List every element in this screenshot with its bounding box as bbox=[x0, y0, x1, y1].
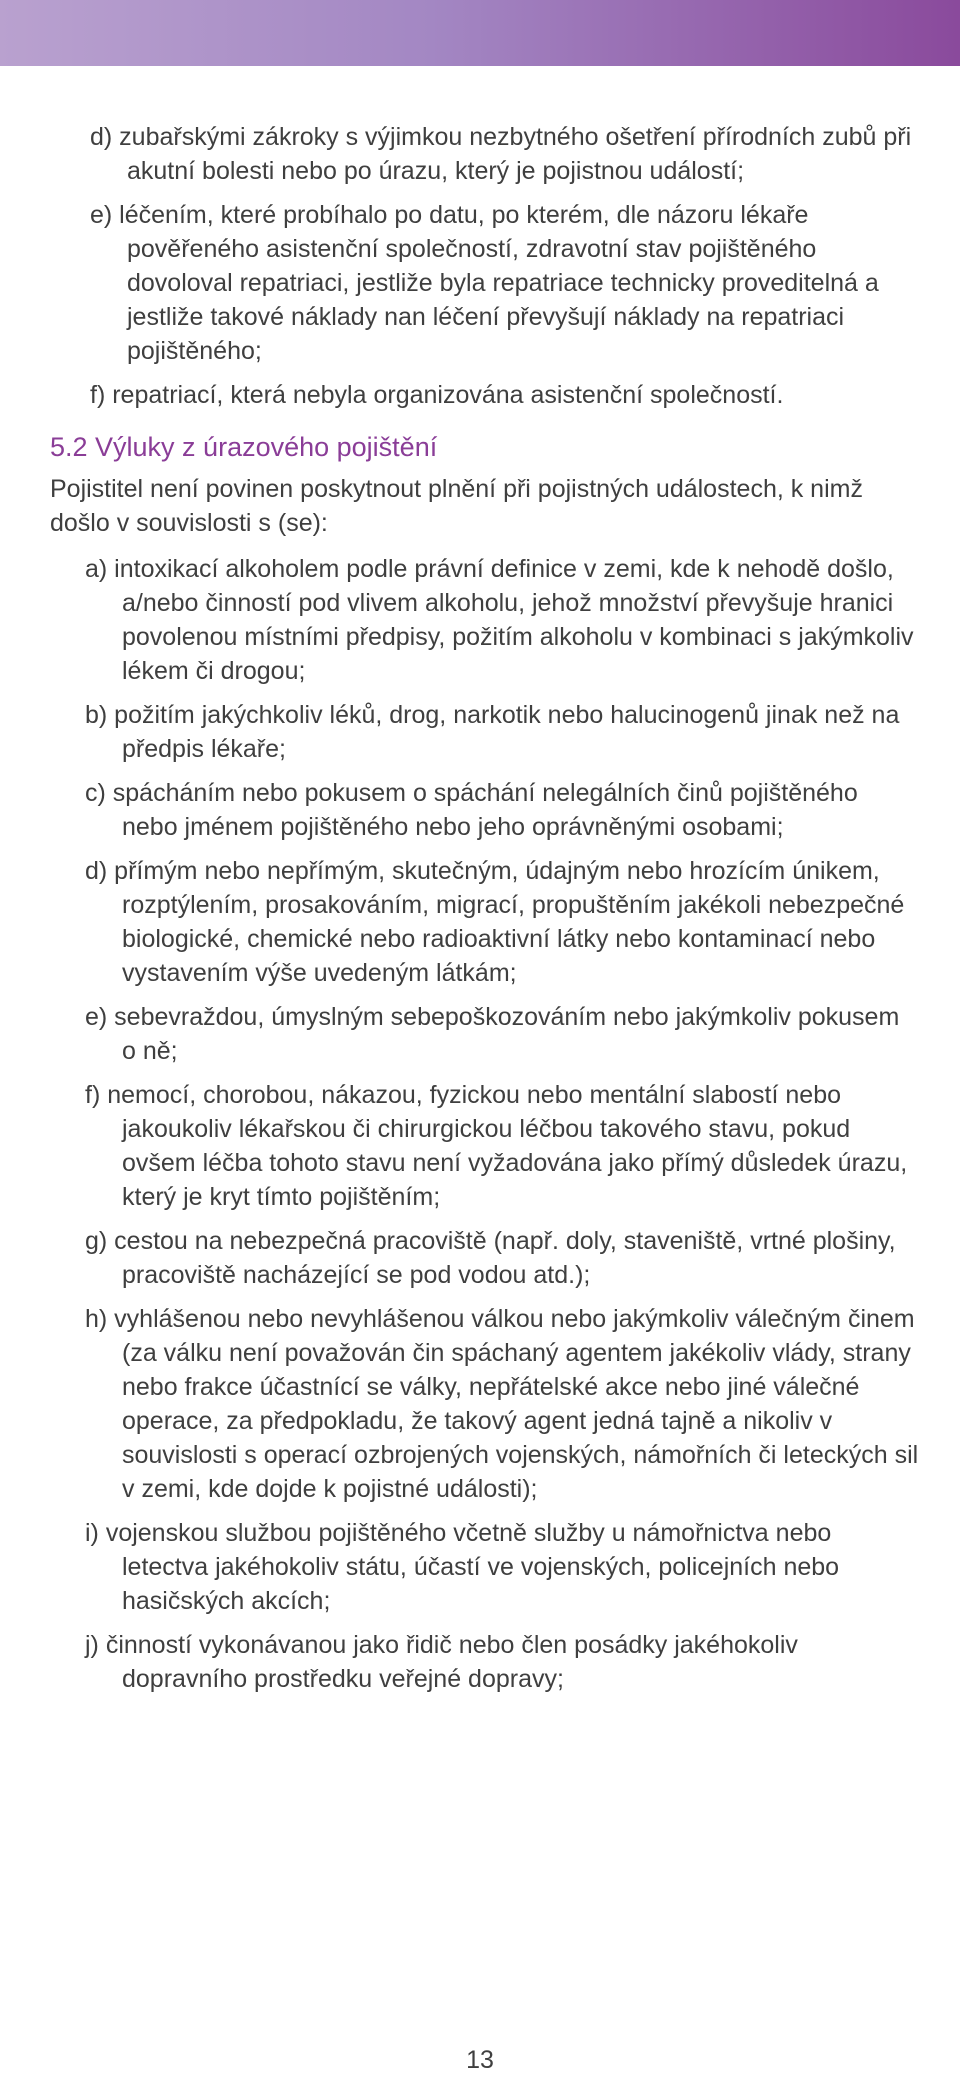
list-item: e) sebevraždou, úmyslným sebepoškozováním nebo jakýmkoliv pokusem o ně; bbox=[85, 1003, 900, 1065]
list-item: e) léčením, které probíhalo po datu, po kterém, dle názoru lékaře pověřeného asistenční společností, zdravotní stav pojištěného dovoloval repatriaci, jestliže byla repatriace technicky proveditelná a jestliže takové náklady nan léčení převyšují náklady na repatriaci pojištěného; bbox=[90, 201, 879, 365]
list-item: f) repatriací, která nebyla organizována asistenční společností. bbox=[90, 381, 784, 409]
list-item: d) zubařskými zákroky s výjimkou nezbytného ošetření přírodních zubů při akutní bolesti nebo po úrazu, který je pojistnou událostí; bbox=[90, 123, 912, 185]
list-item: j) činností vykonávanou jako řidič nebo člen posádky jakéhokoliv dopravního prostředku veřejné dopravy; bbox=[85, 1631, 798, 1693]
list-item: d) přímým nebo nepřímým, skutečným, údajným nebo hrozícím únikem, rozptýlením, prosakováním, migrací, propuštěním jakékoli nebezpečné biologické, chemické nebo radioaktivní látky nebo kontaminací nebo vystavením výše uvedeným látkám; bbox=[85, 857, 905, 987]
list-item: g) cestou na nebezpečná pracoviště (např. doly, staveniště, vrtné plošiny, pracoviště nacházející se pod vodou atd.); bbox=[85, 1227, 896, 1289]
list-item: f) nemocí, chorobou, nákazou, fyzickou nebo mentální slabostí nebo jakoukoliv lékařskou či chirurgickou léčbou takového stavu, pokud ovšem léčba tohoto stavu není vyžadována jako přímý důsledek úrazu, který je kryt tímto pojištěním; bbox=[85, 1081, 908, 1211]
exclusion-list-continued bbox=[50, 120, 920, 412]
section-heading: 5.2 Výluky z úrazového pojištění bbox=[50, 432, 438, 462]
accident-exclusion-list bbox=[50, 552, 920, 1696]
list-item: h) vyhlášenou nebo nevyhlášenou válkou nebo jakýmkoliv válečným činem (za válku není považován čin spáchaný agentem jakékoliv vlády, strany nebo frakce účastnící se války, nepřátelské akce nebo jiné válečné operace, za předpokladu, že takový agent jedná tajně a nikoliv v souvislosti s operací ozbrojených vojenských, námořních či leteckých sil v zemi, kde dojde k pojistné události); bbox=[85, 1305, 919, 1503]
list-item: c) spácháním nebo pokusem o spáchání nelegálních činů pojištěného nebo jménem pojištěného nebo jeho oprávněnými osobami; bbox=[85, 779, 858, 841]
list-item: i) vojenskou službou pojištěného včetně služby u námořnictva nebo letectva jakéhokoliv státu, účastí ve vojenských, policejních nebo hasičských akcích; bbox=[85, 1519, 840, 1615]
header-color-band bbox=[0, 0, 960, 66]
section-intro: Pojistitel není povinen poskytnout plnění při pojistných událostech, k nimž došlo v souvislosti s (se): bbox=[50, 475, 863, 537]
list-item: b) požitím jakýchkoliv léků, drog, narkotik nebo halucinogenů jinak než na předpis lékaře; bbox=[85, 701, 900, 763]
list-item: a) intoxikací alkoholem podle právní definice v zemi, kde k nehodě došlo, a/nebo činností pod vlivem alkoholu, jehož množství převyšuje hranici povolenou místními předpisy, požitím alkoholu v kombinaci s jakýmkoliv lékem či drogou; bbox=[85, 555, 914, 685]
page-content bbox=[50, 120, 920, 1706]
page-number: 13 bbox=[466, 2046, 494, 2074]
